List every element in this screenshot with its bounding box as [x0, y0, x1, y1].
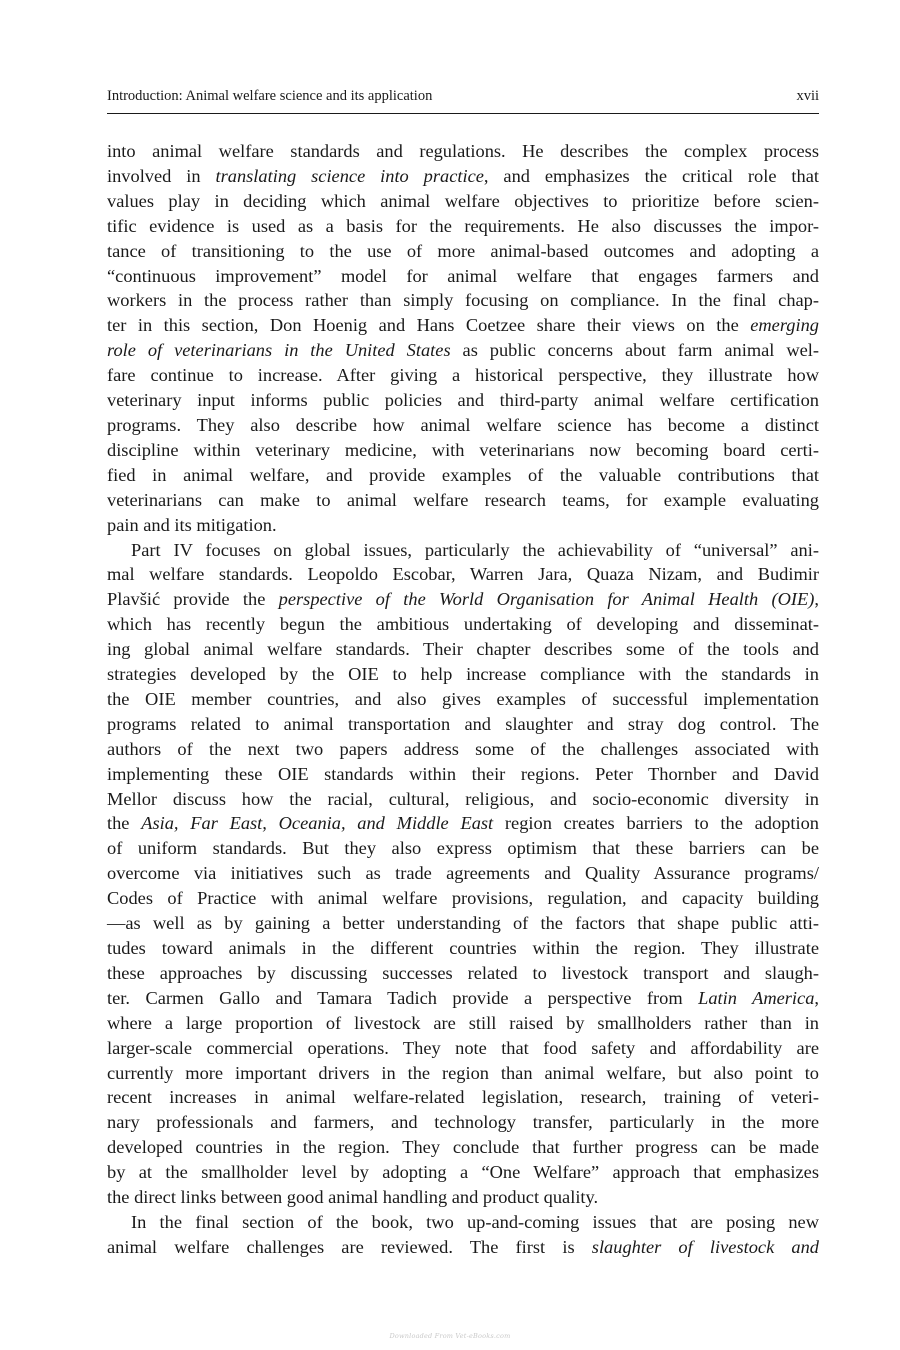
- text-run: which has recently begun the ambitious undertaking of developing and disseminat-: [107, 614, 819, 635]
- text-run: the OIE member countries, and also gives examples of successful implementation: [107, 688, 819, 709]
- paragraph-p1: [107, 139, 819, 538]
- page-number: xvii: [796, 88, 819, 104]
- text-run: programs. They also describe how animal welfare science has become a distinct: [107, 414, 819, 435]
- text-run: ,: [814, 987, 819, 1008]
- text-line: [107, 239, 819, 264]
- text-line: [107, 762, 819, 787]
- text-run: region creates barriers to the adoption: [493, 813, 819, 834]
- text-line: [107, 1061, 819, 1086]
- text-line: [107, 836, 819, 861]
- text-run: tific evidence is used as a basis for the requirements. He also discusses the impor-: [107, 215, 819, 236]
- text-run: developed countries in the region. They conclude that further progress can be made: [107, 1137, 819, 1158]
- text-line: [107, 338, 819, 363]
- text-line: [107, 513, 819, 538]
- text-line: [107, 413, 819, 438]
- download-watermark: Downloaded From Vet-eBooks.com: [389, 1332, 511, 1340]
- text-run: “continuous improvement” model for animal welfare that engages farmers and: [107, 265, 819, 286]
- text-line: [107, 1110, 819, 1135]
- text-line: [107, 612, 819, 637]
- text-line: [107, 961, 819, 986]
- text-run: authors of the next two papers address some of the challenges associated with: [107, 738, 819, 759]
- text-line: [107, 463, 819, 488]
- text-line: [107, 1135, 819, 1160]
- text-line: [107, 1235, 819, 1260]
- text-line: [107, 1185, 819, 1210]
- text-line: [107, 288, 819, 313]
- text-run: veterinary input informs public policies and third-party animal welfare certification: [107, 390, 819, 411]
- text-run: —as well as by gaining a better understanding of the factors that shape public atti-: [107, 913, 819, 934]
- body-text: [107, 139, 819, 1260]
- paragraph-p2: [107, 538, 819, 1210]
- italic-text: Asia, Far East, Oceania, and Middle East: [141, 813, 494, 834]
- text-run: Codes of Practice with animal welfare provisions, regulation, and capacity building: [107, 888, 819, 909]
- text-run: ter. Carmen Gallo and Tamara Tadich provide a perspective from: [107, 987, 699, 1008]
- text-run: as public concerns about farm animal wel-: [450, 340, 820, 361]
- text-run: programs related to animal transportation and slaughter and stray dog control. The: [107, 713, 819, 734]
- text-run: the direct links between good animal handling and product quality.: [107, 1187, 599, 1208]
- text-line: [107, 363, 819, 388]
- text-line: [107, 662, 819, 687]
- text-run: fare continue to increase. After giving a historical perspective, they illustrate how: [107, 365, 819, 386]
- italic-text: translating science into practice: [215, 165, 484, 186]
- text-run: Part IV focuses on global issues, particularly the achievability of “universal” ani-: [131, 539, 819, 560]
- text-run: ter in this section, Don Hoenig and Hans Coetzee share their views on the: [107, 315, 751, 336]
- text-run: into animal welfare standards and regulations. He describes the complex process: [107, 141, 819, 161]
- text-line: [107, 189, 819, 214]
- text-run: animal welfare challenges are reviewed. The first is: [107, 1236, 592, 1257]
- text-run: workers in the process rather than simply focusing on compliance. In the final chap-: [107, 290, 819, 311]
- text-run: ing global animal welfare standards. Their chapter describes some of the tools and: [107, 639, 819, 660]
- running-header-title: Introduction: Animal welfare science and its application: [107, 88, 433, 104]
- text-run: Plavšić provide the: [107, 589, 279, 610]
- text-line: [107, 1036, 819, 1061]
- text-run: strategies developed by the OIE to help increase compliance with the standards in: [107, 664, 819, 685]
- text-run: these approaches by discussing successes related to livestock transport and slaugh-: [107, 962, 819, 983]
- text-run: the: [107, 813, 142, 834]
- text-run: tance of transitioning to the use of more animal-based outcomes and adopting a: [107, 240, 819, 261]
- text-run: involved in: [107, 165, 216, 186]
- text-line: [107, 811, 819, 836]
- text-run: by at the smallholder level by adopting a “One Welfare” approach that emphasizes: [107, 1162, 819, 1183]
- text-line: [107, 1085, 819, 1110]
- text-line: [107, 1210, 819, 1235]
- text-run: mal welfare standards. Leopoldo Escobar, Warren Jara, Quaza Nizam, and Budimir: [107, 564, 819, 585]
- text-run: recent increases in animal welfare-related legislation, research, training of veteri-: [107, 1087, 819, 1108]
- italic-text: slaughter of livestock and: [591, 1236, 820, 1257]
- text-run: fied in animal welfare, and provide examples of the valuable contributions that: [107, 464, 819, 485]
- text-line: [107, 936, 819, 961]
- text-run: larger-scale commercial operations. They note that food safety and affordability are: [107, 1037, 819, 1058]
- header-rule: [107, 113, 819, 114]
- text-run: values play in deciding which animal welfare objectives to prioritize before scien-: [107, 190, 819, 211]
- text-line: [107, 911, 819, 936]
- text-run: where a large proportion of livestock are still raised by smallholders rather than in: [107, 1012, 819, 1033]
- text-line: [107, 538, 819, 563]
- text-run: overcome via initiatives such as trade agreements and Quality Assurance programs/: [107, 863, 819, 884]
- text-run: ,: [814, 589, 819, 610]
- text-line: [107, 214, 819, 239]
- italic-text: perspective of the World Organisation for Animal Health (OIE): [278, 589, 815, 610]
- text-line: [107, 438, 819, 463]
- text-run: veterinarians can make to animal welfare research teams, for example evaluating: [107, 489, 819, 510]
- paragraph-p3: [107, 1210, 819, 1260]
- text-line: [107, 737, 819, 762]
- text-run: of uniform standards. But they also express optimism that these barriers can be: [107, 838, 819, 859]
- text-run: In the final section of the book, two up-and-coming issues that are posing new: [131, 1211, 819, 1232]
- text-run: implementing these OIE standards within their regions. Peter Thornber and David: [107, 763, 819, 784]
- text-line: [107, 388, 819, 413]
- text-line: [107, 1011, 819, 1036]
- text-run: pain and its mitigation.: [107, 514, 277, 535]
- text-line: [107, 637, 819, 662]
- text-line: [107, 687, 819, 712]
- text-line: [107, 587, 819, 612]
- text-line: [107, 164, 819, 189]
- text-line: [107, 712, 819, 737]
- italic-text: role of veterinarians in the United States: [107, 340, 451, 361]
- text-line: [107, 886, 819, 911]
- text-line: [107, 488, 819, 513]
- text-line: [107, 139, 819, 164]
- text-run: Mellor discuss how the racial, cultural, religious, and socio-economic diversity in: [107, 788, 819, 809]
- text-run: , and emphasizes the critical role that: [483, 165, 819, 186]
- text-line: [107, 264, 819, 289]
- text-line: [107, 787, 819, 812]
- text-line: [107, 313, 819, 338]
- text-run: nary professionals and farmers, and technology transfer, particularly in the more: [107, 1112, 819, 1133]
- text-line: [107, 861, 819, 886]
- italic-text: emerging: [750, 315, 819, 336]
- text-line: [107, 562, 819, 587]
- text-line: [107, 1160, 819, 1185]
- text-run: tudes toward animals in the different countries within the region. They illustrate: [107, 938, 819, 958]
- italic-text: Latin America: [698, 987, 815, 1008]
- text-run: currently more important drivers in the region than animal welfare, but also point to: [107, 1062, 819, 1083]
- text-line: [107, 986, 819, 1011]
- text-run: discipline within veterinary medicine, with veterinarians now becoming board certi-: [107, 439, 819, 460]
